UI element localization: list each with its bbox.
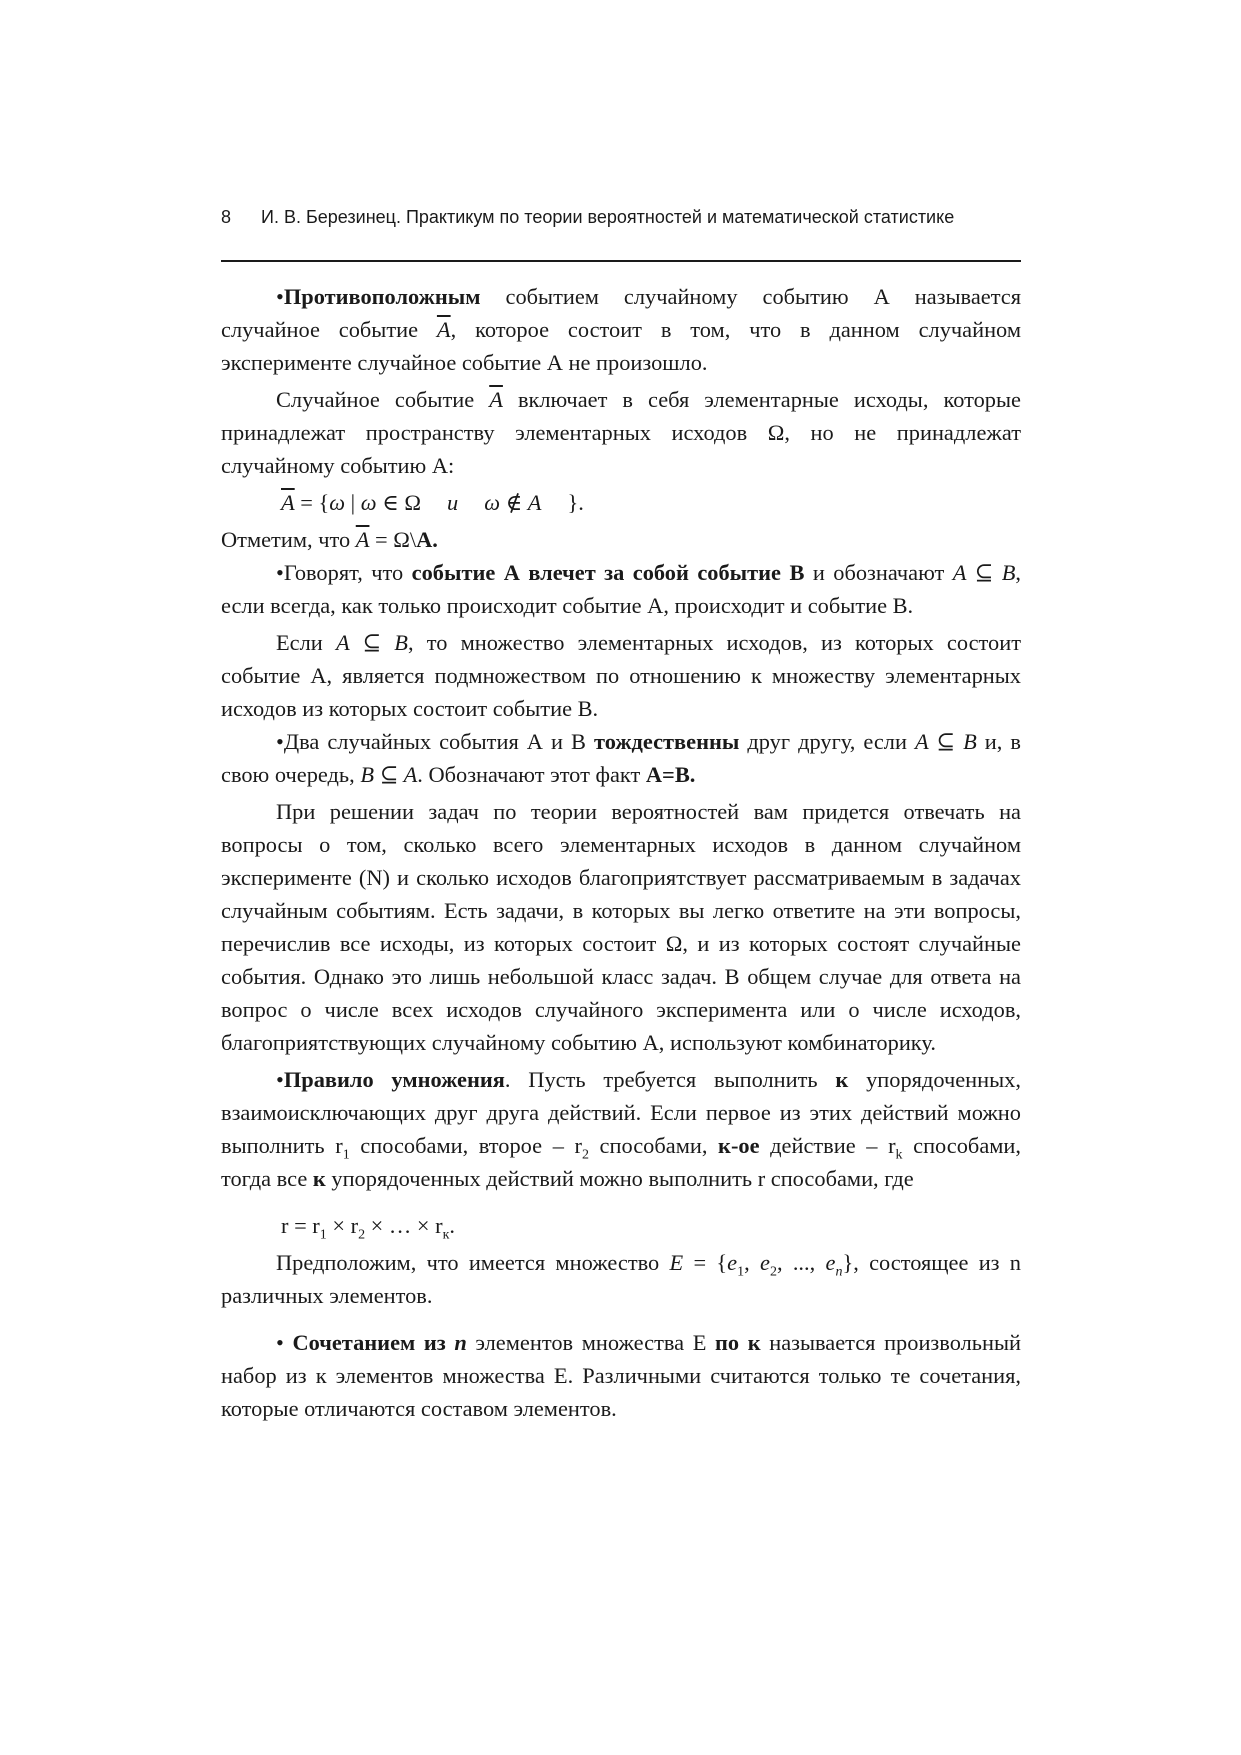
paragraph-note — [221, 523, 1021, 556]
brace-close: } — [842, 1250, 854, 1275]
text: упорядоченных, взаимоисключающих друг друга действий. Если первое из этих действий можно выполнить r — [221, 1067, 1021, 1158]
text: , то множество элементарных исходов, из которых состоит событие А, является подмножеством по отношению к множеству элементарных исходов из которых состоит событие В. — [221, 630, 1021, 721]
subscript: 1 — [737, 1264, 745, 1280]
text: Два случайных события А и В — [283, 729, 594, 754]
subscript: 1 — [342, 1147, 350, 1163]
paragraph-identical — [221, 725, 1021, 791]
text: , которое состоит в том, что в данном случайном эксперименте случайное событие А не произошло. — [221, 317, 1021, 375]
term-bold: к — [312, 1166, 326, 1191]
term-bold: Противоположным — [283, 284, 481, 309]
omega: ω — [484, 490, 501, 515]
text: действие – r — [759, 1133, 896, 1158]
running-header — [221, 207, 1021, 228]
complement-symbol: $\overline{A}$ — [489, 387, 503, 412]
math-subset: A ⊆ B — [335, 630, 408, 655]
page-body — [221, 280, 1021, 1425]
text: Отметим, что — [221, 527, 356, 552]
eq-lhs: $\overline{A}$ — [281, 490, 295, 515]
text: Предположим, что имеется множество — [276, 1250, 670, 1275]
text: способами, тогда все — [221, 1133, 1022, 1191]
text: . Пусть требуется выполнить — [504, 1067, 836, 1092]
subscript: к — [442, 1227, 450, 1243]
equation-product — [221, 1209, 1021, 1242]
paragraph-complement — [221, 383, 1021, 482]
r: r — [281, 1213, 289, 1238]
r: r — [350, 1213, 359, 1238]
complement-symbol: $\overline{A}$ — [355, 527, 370, 552]
times: × — [326, 1213, 351, 1238]
r: r — [312, 1213, 320, 1238]
element: e — [760, 1250, 770, 1275]
element: e — [825, 1250, 836, 1275]
text: называется произвольный набор из к элементов множества Е. Различными считаются только те сочетания, которые отличаются составом элементов. — [221, 1330, 1021, 1421]
text: включает в себя элементарные исходы, которые принадлежат пространству элементарных исходов Ω, но не принадлежат случайному событию А: — [221, 387, 1021, 478]
brace-open: { — [318, 490, 330, 515]
term-bold: к-ое — [718, 1133, 760, 1158]
ellipsis: , ..., — [776, 1250, 826, 1275]
math-subset: B ⊆ A — [360, 762, 418, 787]
set-a: A — [527, 490, 542, 515]
paragraph-multiplication-rule — [221, 1063, 1021, 1195]
math-subset: A ⊆ B — [952, 560, 1016, 585]
term-bold: n — [454, 1330, 467, 1355]
text: и обозначают — [804, 560, 953, 585]
bullet: • — [276, 284, 284, 309]
bullet: • — [276, 560, 284, 585]
text: Случайное событие — [276, 387, 490, 412]
equation-complement — [221, 486, 1021, 519]
term-bold: А. — [416, 527, 438, 552]
r: r — [435, 1213, 443, 1238]
text: упорядоченных действий можно выполнить r способами, где — [325, 1166, 914, 1191]
term-bold: тождественны — [593, 729, 740, 754]
page-number: 8 — [221, 207, 232, 227]
text: способами, — [588, 1133, 719, 1158]
running-title: И. В. Березинец. Практикум по теории вероятностей и математической статистике — [261, 207, 955, 227]
term-bold: к — [835, 1067, 849, 1092]
paragraph-subset — [221, 626, 1021, 725]
term-bold: Сочетанием из — [292, 1330, 455, 1355]
period: . — [578, 490, 584, 515]
text: друг другу, если — [739, 729, 915, 754]
element: e — [727, 1250, 738, 1275]
paragraph-combination — [221, 1326, 1021, 1425]
eq-sign: = — [294, 490, 319, 515]
eq-sign: = — [288, 1213, 313, 1238]
subscript: n — [835, 1264, 843, 1280]
math-subset: A ⊆ B — [914, 729, 977, 754]
text: , если всегда, как только происходит событие А, происходит и событие В. — [221, 560, 1022, 618]
term-bold: Правило умножения — [283, 1067, 505, 1092]
subscript: 2 — [769, 1264, 777, 1280]
set-bar: | — [345, 490, 361, 515]
comma: , — [744, 1250, 760, 1275]
text: , состоящее из n различных элементов. — [221, 1250, 1021, 1308]
period: . — [449, 1213, 455, 1238]
header-rule — [221, 260, 1021, 262]
term-bold: событие А влечет за собой событие В — [411, 560, 805, 585]
text: способами, второе – r — [349, 1133, 582, 1158]
term-bold: А=В. — [645, 762, 696, 787]
paragraph-set-e — [221, 1246, 1021, 1312]
brace-close: } — [567, 490, 579, 515]
omega: ω — [360, 490, 377, 515]
not-in: ∉ — [500, 490, 528, 515]
text: Говорят, что — [283, 560, 412, 585]
set-e: E — [669, 1250, 684, 1275]
subscript: 2 — [358, 1227, 366, 1243]
text: и, в свою очередь, — [221, 729, 1021, 787]
bullet: • — [276, 1330, 293, 1355]
paragraph-opposite-event — [221, 280, 1021, 379]
subscript: 2 — [581, 1147, 589, 1163]
paragraph-combinatorics-intro: При решении задач по теории вероятностей вам придется отвечать на вопросы о том, сколько всего элементарных исходов в данном случайном эксперименте (N) и сколько исходов благоприятствует рассматриваемым в задачах случайным событиям. Есть задачи, в которых вы легко ответите на эти вопросы, перечислив все исходы, из которых состоит Ω, и из которых состоят случайные события. Однако это лишь небольшой класс задач. В общем случае для ответа на вопрос о числе всех исходов случайного эксперимента или о числе исходов, благоприятствующих случайному событию А, используют комбинаторику. — [221, 799, 1021, 1055]
term-bold: по к — [715, 1330, 761, 1355]
subscript: 1 — [319, 1227, 327, 1243]
bullet: • — [276, 1067, 284, 1092]
text: Если — [276, 630, 336, 655]
subscript: k — [895, 1147, 903, 1163]
times: × … × — [365, 1213, 436, 1238]
omega: ω — [329, 490, 346, 515]
eq-sign: = { — [683, 1250, 728, 1275]
text: событием случайному событию А называется случайное событие — [221, 284, 1021, 342]
paragraph-implies — [221, 556, 1021, 622]
text: = Ω\ — [369, 527, 417, 552]
in-omega: ∈ Ω — [376, 490, 421, 515]
text: элементов множества Е — [466, 1330, 715, 1355]
bullet: • — [276, 729, 284, 754]
complement-symbol: $\overline{A}$ — [436, 317, 451, 342]
and-word: и — [447, 490, 459, 515]
text: . Обозначают этот факт — [417, 762, 646, 787]
